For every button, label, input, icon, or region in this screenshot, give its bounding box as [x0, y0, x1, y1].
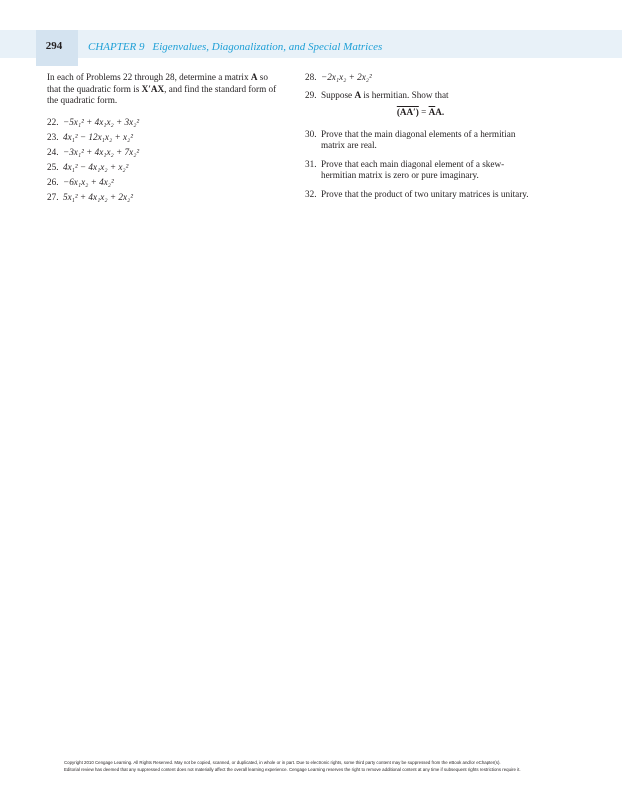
problem-31 [305, 159, 536, 182]
left-column [47, 72, 282, 207]
problem-number: 31. [305, 158, 317, 169]
problem-number: 29. [305, 89, 317, 100]
problem-number: 27. [47, 191, 59, 202]
problem-text: Prove that the product of two unitary matrices is unitary. [321, 188, 529, 199]
problem-27 [47, 192, 282, 204]
problem-number: 32. [305, 188, 317, 199]
equation-rhs-tail: A. [435, 107, 445, 117]
problem-expression: −3x₁² + 4x₁x₂ + 7x₂² [63, 146, 140, 157]
intro-text: so that the quadratic form is [47, 72, 268, 94]
problem-23 [47, 132, 282, 144]
copyright-footer [64, 760, 584, 773]
problem-text-part: Suppose [321, 89, 355, 100]
problem-number: 25. [47, 161, 59, 172]
problem-text-part: is hermitian. Show that [361, 89, 449, 100]
intro-form-symbol: X′AX [141, 83, 165, 94]
right-column [305, 72, 536, 204]
problem-expression: −6x₁x₂ + 4x₂² [63, 176, 114, 187]
problem-26 [47, 177, 282, 189]
problem-32 [305, 189, 536, 201]
problem-number: 24. [47, 146, 59, 157]
problem-expression: −5x₁² + 4x₁x₂ + 3x₂² [63, 116, 140, 127]
problem-number: 23. [47, 131, 59, 142]
intro-text: In each of Problems 22 through 28, determine a matrix [47, 72, 251, 82]
problem-22 [47, 117, 282, 129]
problem-28 [305, 72, 536, 84]
problem-text [321, 90, 536, 102]
problem-number: 22. [47, 116, 59, 127]
equation-equals: = [418, 107, 429, 117]
problem-30 [305, 129, 536, 152]
problem-expression: 4x₁² − 12x₁x₂ + x₂² [63, 131, 133, 142]
equation-rhs-conjugate: $\overline{A}$ [428, 107, 436, 117]
equation-lhs: (AA′) [396, 107, 419, 117]
problem-24 [47, 147, 282, 159]
copyright-line-1: Copyright 2010 Cengage Learning. All Rights Reserved. May not be copied, scanned, or duplicated, in whole or in part. Due to electronic rights, some third party content may be suppressed from the eBook and/or eChapter(s). [64, 760, 501, 765]
problem-29 [305, 90, 536, 102]
matrix-symbol: A [354, 89, 362, 100]
intro-text: , and find the standard form of the quadratic form. [47, 83, 277, 105]
problem-text: Prove that the main diagonal elements of a hermitian matrix are real. [321, 128, 516, 150]
intro-matrix-symbol: A [250, 72, 258, 82]
running-head [88, 41, 382, 53]
problem-expression: 4x₁² − 4x₁x₂ + x₂² [63, 161, 129, 172]
chapter-title: Eigenvalues, Diagonalization, and Special Matrices [152, 41, 383, 53]
copyright-line-2: Editorial review has deemed that any suppressed content does not materially affect the overall learning experience. Cengage Learning reserves the right to remove additional content at any time if subsequent rights restrictions require it. [64, 766, 521, 772]
problem-expression: −2x₁x₂ + 2x₂² [321, 72, 372, 82]
problem-number: 26. [47, 176, 59, 187]
problem-25 [47, 162, 282, 174]
display-equation [305, 107, 536, 119]
problem-number: 30. [305, 128, 317, 139]
problem-text: Prove that each main diagonal element of a skew-hermitian matrix is zero or pure imaginary. [321, 158, 505, 180]
problem-number: 28. [305, 72, 317, 82]
problem-expression: 5x₁² + 4x₁x₂ + 2x₂² [63, 191, 133, 202]
chapter-label: CHAPTER 9 [88, 41, 145, 53]
page-number: 294 [45, 40, 63, 52]
problem-set-intro [47, 72, 282, 107]
